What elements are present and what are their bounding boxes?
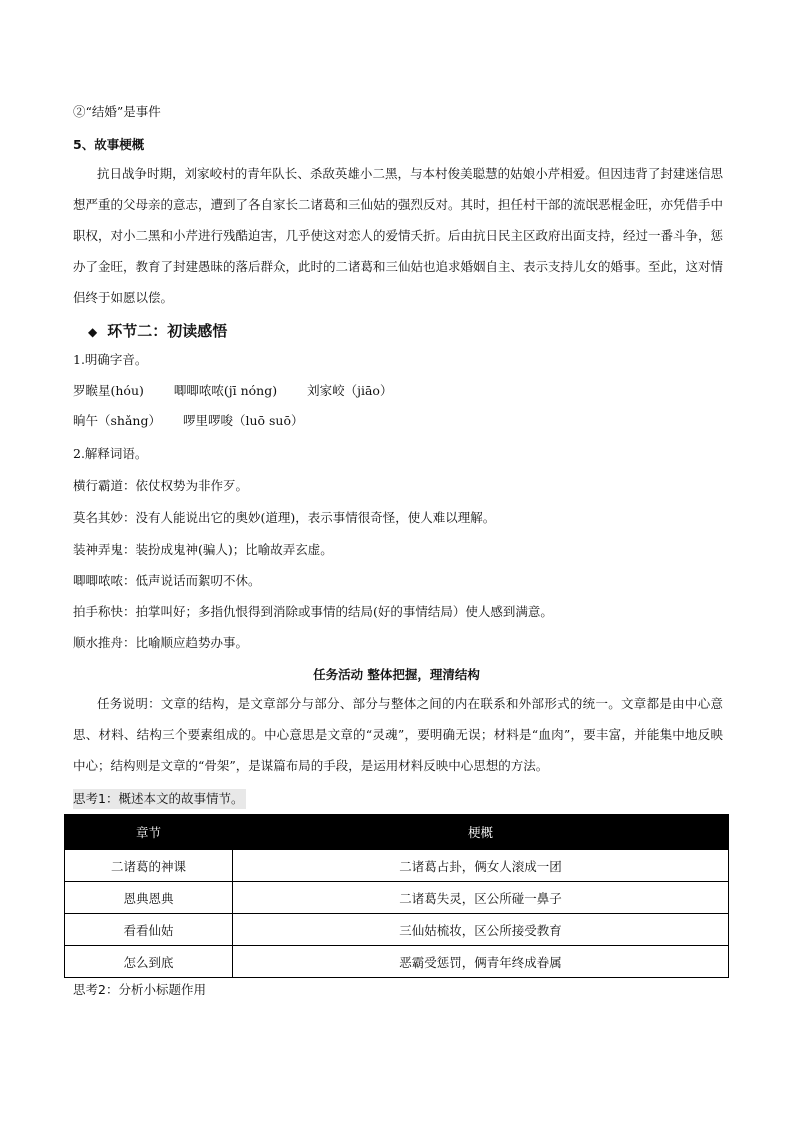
- chapter-cell: 恩典恩典: [65, 882, 233, 914]
- summary-cell: 二诸葛失灵，区公所碰一鼻子: [233, 882, 729, 914]
- table-row: [65, 882, 729, 914]
- pinyin-item: 啰里啰唆（luō suō）: [182, 413, 304, 428]
- chapter-cell: 怎么到底: [65, 946, 233, 978]
- vocab-item: 横行霸道：依仗权势为非作歹。: [73, 478, 249, 493]
- pinyin-item: 唧唧哝哝(jī nóng): [173, 383, 278, 398]
- summary-cell: 二诸葛占卦，俩女人滚成一团: [233, 850, 729, 882]
- plot-summary-table: [64, 814, 729, 978]
- vocab-item: 拍手称快：拍掌叫好；多指仇恨得到消除或事情的结局(好的事情结局）使人感到满意。: [73, 604, 553, 619]
- think-question-1: 思考1：概述本文的故事情节。: [73, 789, 246, 809]
- think-question-2: 思考2：分析小标题作用: [73, 982, 206, 997]
- table-row: [65, 850, 729, 882]
- table-header-row: [65, 815, 729, 850]
- link2-title: 环节二：初读感悟: [107, 322, 228, 340]
- vocab-item: 莫名其妙：没有人能说出它的奥妙(道理)，表示事情很奇怪，使人难以理解。: [73, 510, 496, 525]
- chapter-cell: 二诸葛的神课: [65, 850, 233, 882]
- pinyin-item: 晌午（shǎng）: [73, 413, 161, 428]
- column-header-summary: 梗概: [233, 815, 729, 850]
- diamond-bullet-icon: ◆: [88, 325, 98, 339]
- pronunciation-row-2: [73, 411, 304, 431]
- summary-cell: 恶霸受惩罚，俩青年终成眷属: [233, 946, 729, 978]
- chapter-cell: 看看仙姑: [65, 914, 233, 946]
- story-summary-paragraph: 抗日战争时期，刘家峧村的青年队长、杀敌英雄小二黑，与本村俊美聪慧的姑娘小芹相爱。但因违背了封建迷信思想严重的父母亲的意志，遭到了各自家长二诸葛和三仙姑的强烈反对。其时，担任村干部的流氓恶棍金旺，亦凭借手中职权，对小二黑和小芹进行残酷迫害，几乎使这对恋人的爱情夭折。后由抗日民主区政府出面支持，经过一番斗争，惩办了金旺，教育了封建愚昧的落后群众，此时的二诸葛和三仙姑也追求婚姻自主、表示支持儿女的婚事。至此，这对情侣终于如愿以偿。: [73, 166, 724, 305]
- vocab-item: 顺水推舟：比喻顺应趋势办事。: [73, 635, 249, 650]
- link2-heading: [88, 320, 227, 343]
- vocab-item: 唧唧哝哝：低声说话而絮叨不休。: [73, 573, 261, 588]
- column-header-chapter: 章节: [65, 815, 233, 850]
- table-row: [65, 946, 729, 978]
- vocab-item: 装神弄鬼：装扮成鬼神(骗人)；比喻故弄玄虚。: [73, 542, 333, 557]
- task-description: 任务说明：文章的结构，是文章部分与部分、部分与整体之间的内在联系和外部形式的统一。文章都是由中心意思、材料、结构三个要素组成的。中心意思是文章的“灵魂”，要明确无误；材料是“血肉”，要丰富，并能集中地反映中心；结构则是文章的“骨架”，是谋篇布局的手段，是运用材料反映中心思想的方法。: [73, 696, 723, 773]
- pinyin-item: 刘家峧（jiāo）: [307, 383, 393, 398]
- pronunciation-row-1: [73, 381, 392, 401]
- task-title: 任务活动 整体把握，理清结构: [313, 667, 480, 682]
- summary-cell: 三仙姑梳妆，区公所接受教育: [233, 914, 729, 946]
- table-row: [65, 914, 729, 946]
- section5-title: 5、故事梗概: [73, 137, 145, 152]
- vocab-title: 2.解释词语。: [73, 446, 148, 461]
- event-note: ②“结婚”是事件: [73, 104, 161, 119]
- pinyin-item: 罗睺星(hóu): [73, 383, 144, 398]
- pronunciation-title: 1.明确字音。: [73, 352, 148, 367]
